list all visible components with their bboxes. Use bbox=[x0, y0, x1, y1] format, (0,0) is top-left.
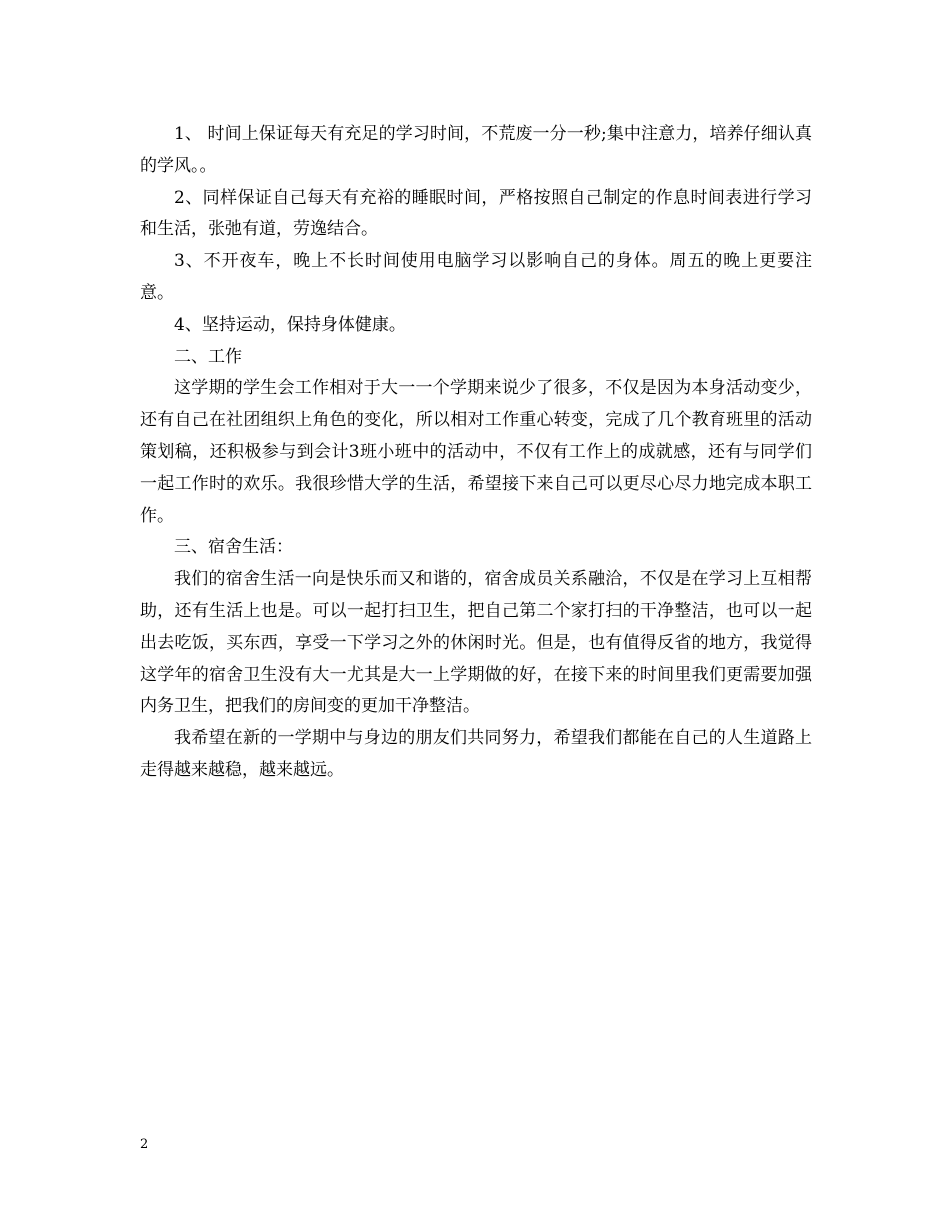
paragraph-closing: 我希望在新的一学期中与身边的朋友们共同努力，希望我们都能在自己的人生道路上走得越来越稳，越来越远。 bbox=[140, 728, 812, 780]
document-body bbox=[140, 119, 812, 787]
paragraph-exercise: 4、坚持运动，保持身体健康。 bbox=[174, 314, 406, 335]
paragraph-dorm-life: 我们的宿舍生活一向是快乐而又和谐的，宿舍成员关系融洽，不仅是在学习上互相帮助，还有生活上也是。可以一起打扫卫生，把自己第二个家打扫的干净整洁，也可以一起出去吃饭，买东西，享受一下学习之外的休闲时光。但是，也有值得反省的地方，我觉得这学年的宿舍卫生没有大一尤其是大一上学期做的好，在接下来的时间里我们更需要加强内务卫生，把我们的房间变的更加干净整洁。 bbox=[140, 569, 812, 717]
paragraph-sleep-time: 2、同样保证自己每天有充裕的睡眠时间，严格按照自己制定的作息时间表进行学习和生活，张弛有道，劳逸结合。 bbox=[140, 187, 812, 240]
section-heading-dorm-life: 三、宿舍生活： bbox=[174, 537, 293, 558]
page-number: 2 bbox=[140, 1137, 149, 1152]
paragraph-study-time: 1、 时间上保证每天有充足的学习时间，不荒废一分一秒;集中注意力，培养仔细认真的学风。。 bbox=[140, 124, 812, 176]
section-heading-work: 二、工作 bbox=[174, 346, 242, 367]
paragraph-no-late-night: 3、不开夜车，晚上不长时间使用电脑学习以影响自己的身体。周五的晚上更要注意。 bbox=[140, 251, 812, 303]
paragraph-work: 这学期的学生会工作相对于大一一个学期来说少了很多，不仅是因为本身活动变少，还有自己在社团组织上角色的变化，所以相对工作重心转变，完成了几个教育班里的活动策划稿，还积极参与到会计3班小班中的活动中，不仅有工作上的成就感，还有与同学们一起工作时的欢乐。我很珍惜大学的生活，希望接下来自己可以更尽心尽力地完成本职工作。 bbox=[140, 378, 812, 526]
